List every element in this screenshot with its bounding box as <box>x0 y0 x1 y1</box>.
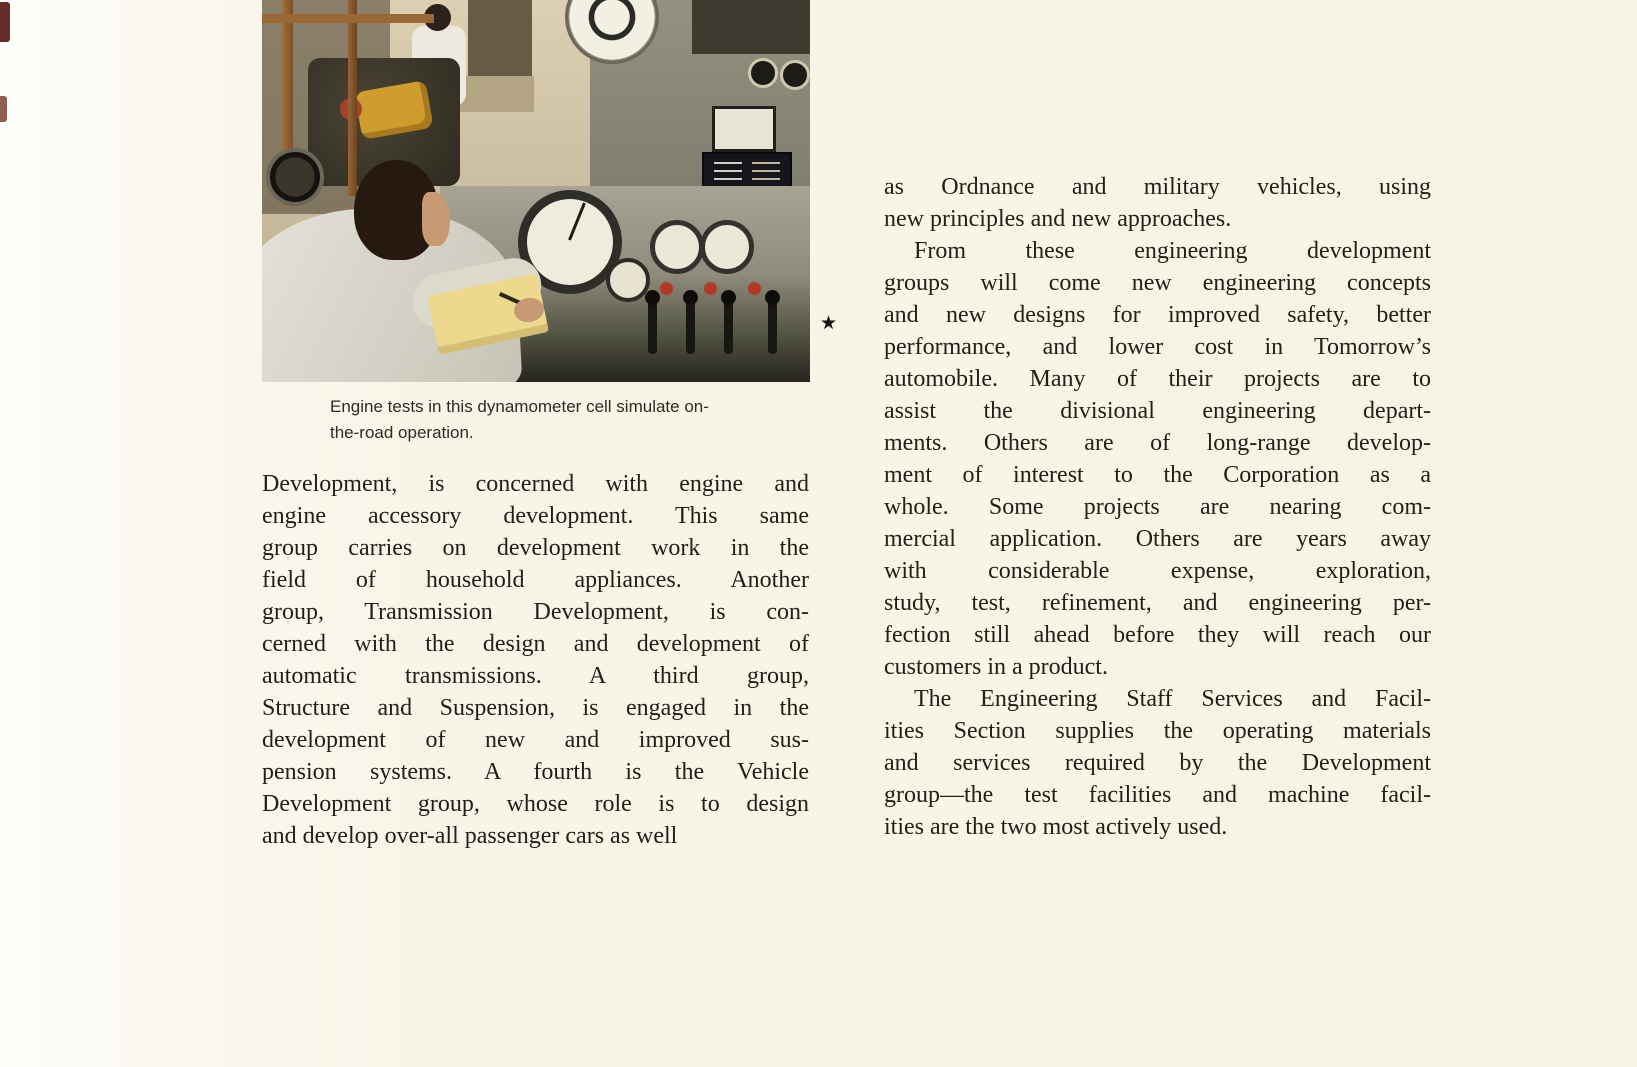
photo-meter-window <box>712 106 776 152</box>
scan-artifact <box>0 96 7 122</box>
caption-line: Engine tests in this dynamometer cell simulate on- <box>330 397 709 416</box>
photo-dial-knob <box>780 60 810 90</box>
photo-pipe <box>348 0 357 196</box>
text-line: assist the divisional engineering depart- <box>884 398 1431 424</box>
text-line: groups will come new engineering concepts <box>884 270 1431 296</box>
text-line: automobile. Many of their projects are to <box>884 366 1431 392</box>
text-line: group, Transmission Development, is con- <box>262 599 809 625</box>
text-line: group carries on development work in the <box>262 535 809 561</box>
text-line: performance, and lower cost in Tomorrow’s <box>884 334 1431 360</box>
paragraph <box>884 683 1431 843</box>
left-text-column <box>262 468 809 852</box>
photo-round-gauge <box>606 258 650 302</box>
text-line: customers in a product. <box>884 654 1108 680</box>
paragraph <box>262 468 809 852</box>
text-line: The Engineering Staff Services and Facil- <box>914 686 1431 712</box>
paragraph <box>884 235 1431 683</box>
text-line: engine accessory development. This same <box>262 503 809 529</box>
photo-round-gauge <box>700 220 754 274</box>
photo-lever-knob <box>765 290 780 305</box>
text-line: as Ordnance and military vehicles, using <box>884 174 1431 200</box>
text-line: development of new and improved sus- <box>262 727 809 753</box>
photo-cabinet <box>692 0 810 54</box>
text-line: group—the test facilities and machine facil- <box>884 782 1431 808</box>
text-line: whole. Some projects are nearing com- <box>884 494 1431 520</box>
text-line: study, test, refinement, and engineering per- <box>884 590 1431 616</box>
text-line: with considerable expense, exploration, <box>884 558 1431 584</box>
dynamometer-cell-photo <box>262 0 810 382</box>
text-line: ities Section supplies the operating materials <box>884 718 1431 744</box>
photo-main-gauge-face <box>527 199 613 285</box>
text-line: Structure and Suspension, is engaged in the <box>262 695 809 721</box>
text-line: ments. Others are of long-range develop- <box>884 430 1431 456</box>
photo-lever-knob <box>645 290 660 305</box>
text-line: pension systems. A fourth is the Vehicle <box>262 759 809 785</box>
text-line: Development group, whose role is to design <box>262 791 809 817</box>
scan-artifact <box>0 2 10 42</box>
star-marker: ★ <box>820 312 838 334</box>
photo-round-gauge <box>650 220 704 274</box>
photo-workbench <box>460 76 534 112</box>
photo-red-button <box>748 282 761 295</box>
text-line: fection still ahead before they will reach our <box>884 622 1431 648</box>
photo-dial-knob <box>748 58 778 88</box>
right-text-column <box>884 171 1431 843</box>
photo-pipe <box>262 14 434 23</box>
text-line: ment of interest to the Corporation as a <box>884 462 1431 488</box>
text-line: and new designs for improved safety, better <box>884 302 1431 328</box>
caption-line: the-road operation. <box>330 423 474 442</box>
text-line: and develop over-all passenger cars as well <box>262 823 678 849</box>
photo-red-button <box>660 282 673 295</box>
photo-lever-knob <box>683 290 698 305</box>
text-line: field of household appliances. Another <box>262 567 809 593</box>
photo-lever-knob <box>721 290 736 305</box>
text-line: new principles and new approaches. <box>884 206 1232 232</box>
photo-caption <box>330 394 830 446</box>
text-line: and services required by the Development <box>884 750 1431 776</box>
text-line: ities are the two most actively used. <box>884 814 1228 840</box>
photo-round-gauge <box>266 148 324 206</box>
text-line: cerned with the design and development of <box>262 631 809 657</box>
paragraph <box>884 171 1431 235</box>
text-line: mercial application. Others are years away <box>884 526 1431 552</box>
photo-red-button <box>704 282 717 295</box>
text-line: From these engineering development <box>914 238 1431 264</box>
text-line: automatic transmissions. A third group, <box>262 663 809 689</box>
text-line: Development, is concerned with engine and <box>262 471 809 497</box>
